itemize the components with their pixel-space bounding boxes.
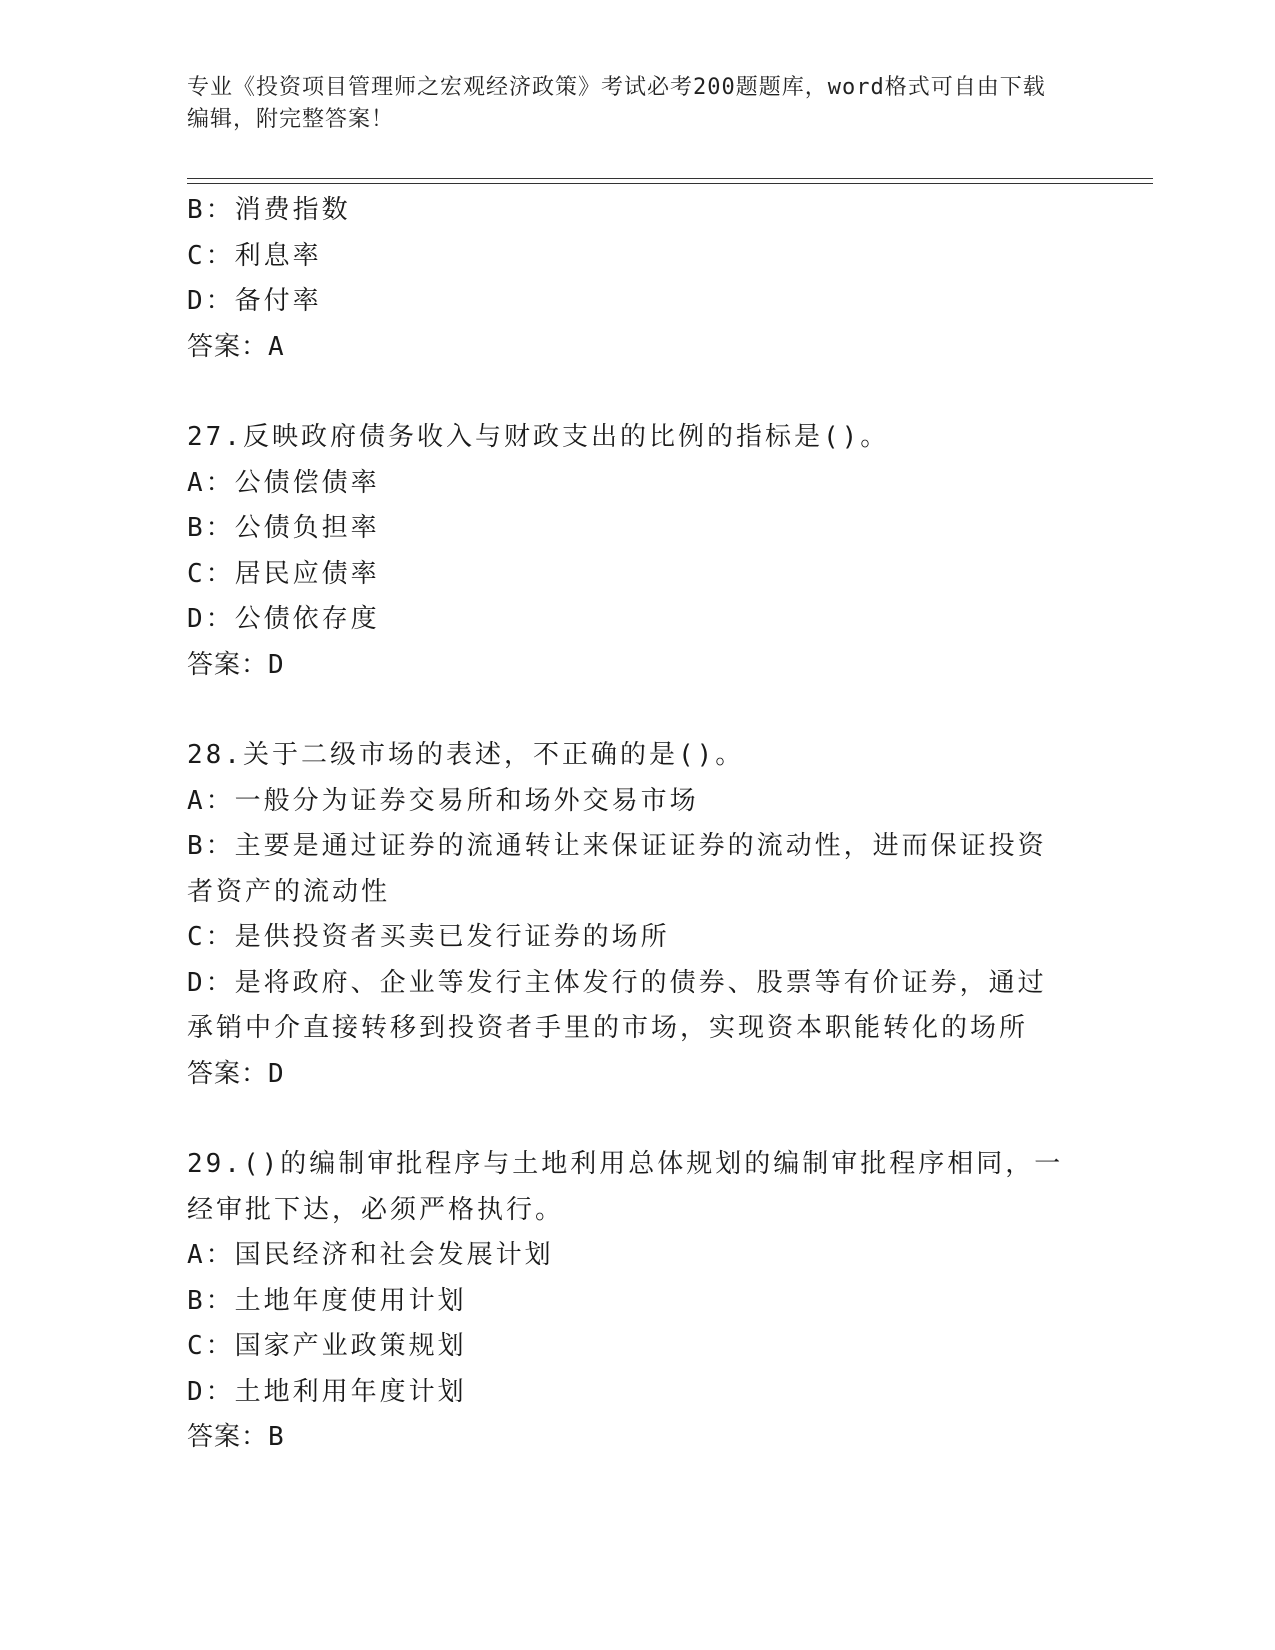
answer: 答案：B [187,1422,285,1452]
option-d: D：备付率 [187,286,322,316]
answer: 答案：A [187,331,285,362]
answer: 答案：D [187,1058,285,1089]
option-b: B：土地年度使用计划 [187,1285,467,1316]
option-c: C：利息率 [187,240,322,271]
question-26-continued [187,188,1067,370]
option-a: A：一般分为证券交易所和场外交易市场 [187,785,699,816]
option-b: B：消费指数 [187,195,351,225]
option-a: A：国民经济和社会发展计划 [187,1240,554,1270]
option-d: D：是将政府、企业等发行主体发行的债券、股票等有价证券，通过承销中介直接转移到投资者手里的市场，实现资本职能转化的场所 [187,967,1047,1043]
option-c: C：国家产业政策规划 [187,1331,467,1361]
question-29 [187,1142,1067,1461]
option-c: C：是供投资者买卖已发行证券的场所 [187,922,670,952]
question-27 [187,415,1067,688]
option-a: A：公债偿债率 [187,467,380,498]
option-d: D：土地利用年度计划 [187,1376,467,1407]
question-title: 28.关于二级市场的表述，不正确的是()。 [187,740,745,770]
header-divider [187,178,1153,184]
option-c: C：居民应债率 [187,558,380,589]
option-b: B：主要是通过证券的流通转让来保证证券的流动性，进而保证投资者资产的流动性 [187,831,1047,907]
answer: 答案：D [187,649,285,680]
question-28 [187,733,1067,1097]
document-body [187,188,1067,1461]
question-title: 27.反映政府债务收入与财政支出的比例的指标是()。 [187,422,890,452]
option-b: B：公债负担率 [187,513,380,543]
question-title: 29.()的编制审批程序与土地利用总体规划的编制审批程序相同，一经审批下达，必须严格执行。 [187,1149,1064,1225]
option-d: D：公债依存度 [187,604,380,634]
page-header: 专业《投资项目管理师之宏观经济政策》考试必考200题题库，word格式可自由下载编辑，附完整答案！ [187,75,1046,132]
